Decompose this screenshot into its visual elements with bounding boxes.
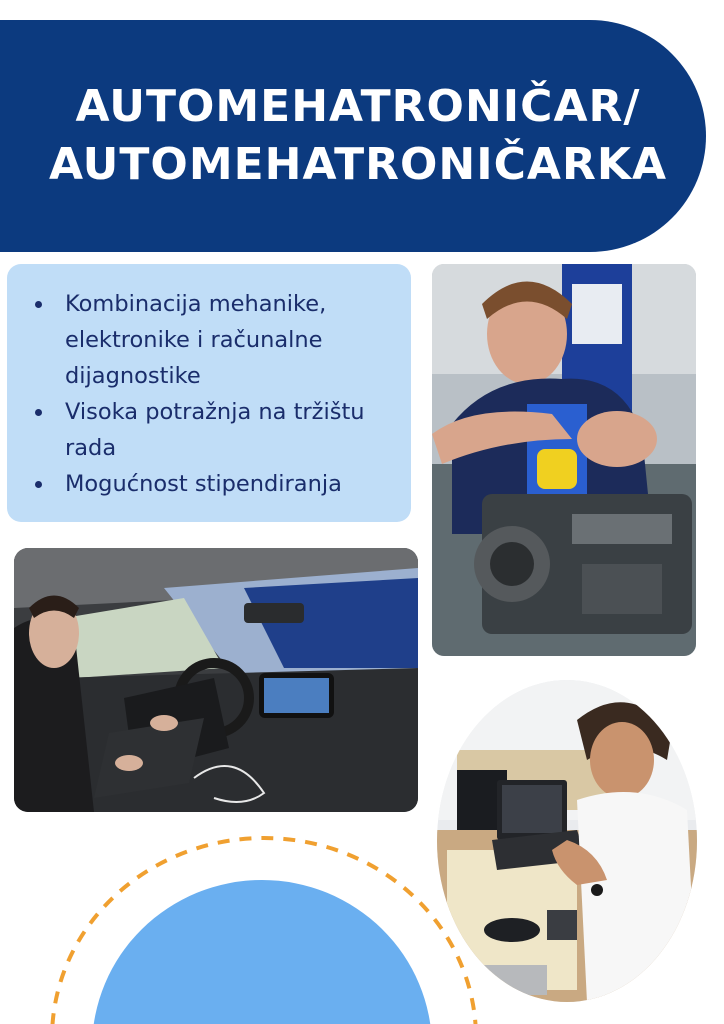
feature-item: Kombinacija mehanike, elektronike i računalne dijagnostike [31,286,401,394]
feature-item: Visoka potražnja na tržištu rada [31,394,401,466]
title-banner [0,20,706,252]
car-diagnostics-photo [14,548,418,812]
engine-work-photo [432,264,696,656]
features-box [7,264,411,522]
title-line-1: AUTOMEHATRONIČAR/ [75,81,641,132]
decorative-circle [0,820,520,1024]
features-list [31,286,401,502]
page-title [39,78,667,194]
title-line-2: AUTOMEHATRONIČARKA [48,139,667,190]
feature-item: Mogućnost stipendiranja [31,466,401,502]
